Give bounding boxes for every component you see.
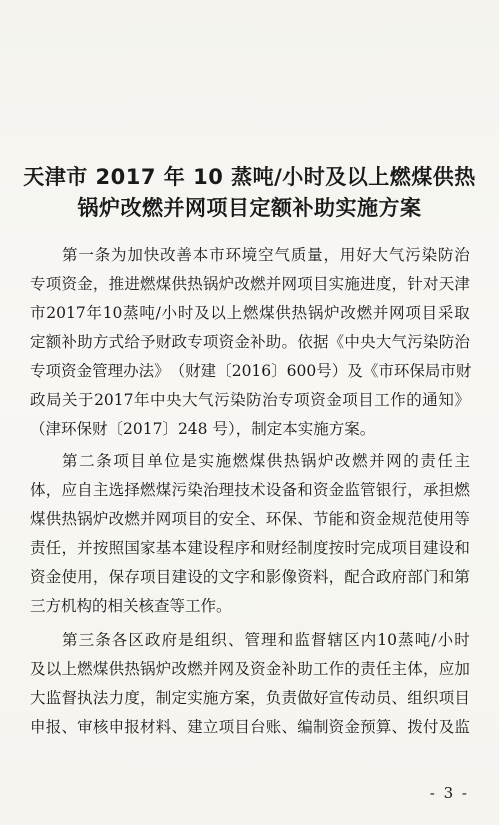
body-line: 市 2017 年 10 蒸 吨 / 小 时 及 以 上 燃 煤 供 热 锅 炉 改 燃 并 网 项 目 采 取: [30, 304, 470, 322]
body-line: 及 以 上 燃 煤 供 热 锅 炉 改 燃 并 网 及 资 金 补 助 工 作 的 责 任 主 体 ， 应 加: [30, 660, 470, 678]
body-line: 专 项 资 金 ， 推 进 燃 煤 供 热 锅 炉 改 燃 并 网 项 目 实 施 进 度 ， 针 对 天 津: [30, 275, 470, 293]
document-title-line-2: 锅炉改燃并网项目定额补助实施方案: [77, 196, 422, 220]
body-line: 三方机构的相关核查等工作。: [30, 597, 232, 615]
document-title-line-1: 天津市 2017 年 10 蒸吨/小时及以上燃煤供热: [23, 165, 476, 189]
page-number: - 3 -: [429, 784, 469, 802]
body-line: （津环保财〔2017〕248 号），制定本实施方案。: [30, 420, 376, 438]
body-line: 申 报 、 审 核 申 报 材 料 、 建 立 项 目 台 账 、 编 制 资 金 预 算 、 拨 付 及 监: [30, 718, 470, 736]
body-line: 政 局 关 于 2017 年 中 央 大 气 污 染 防 治 专 项 资 金 项 目 工 作 的 通 知 》: [30, 391, 470, 409]
body-line: 大 监 督 执 法 力 度 ， 制 定 实 施 方 案 ， 负 责 做 好 宣 传 动 员 、 组 织 项 目: [30, 689, 470, 707]
body-line: 责 任 ， 并 按 照 国 家 基 本 建 设 程 序 和 财 经 制 度 按 时 完 成 项 目 建 设 和: [30, 539, 470, 557]
body-line: 煤 供 热 锅 炉 改 燃 并 网 项 目 的 安 全 、 环 保 、 节 能 和 资 金 规 范 使 用 等: [30, 510, 470, 528]
body-line: 资 金 使 用 ， 保 存 项 目 建 设 的 文 字 和 影 像 资 料 ， 配 合 政 府 部 门 和 第: [30, 568, 470, 586]
body-line: 专 项 资 金 管 理 办 法 》 （ 财 建 〔 2016 〕 600 号 ） 及 《 市 环 保 局 市 财: [30, 362, 472, 380]
body-line: 体 ， 应 自 主 选 择 燃 煤 污 染 治 理 技 术 设 备 和 资 金 监 管 银 行 ， 承 担 燃: [30, 481, 470, 499]
body-line: 第 一 条 为 加 快 改 善 本 市 环 境 空 气 质 量 ， 用 好 大 气 污 染 防 治: [62, 246, 470, 264]
body-line: 定 额 补 助 方 式 给 予 财 政 专 项 资 金 补 助 。 依 据 《 中 央 大 气 污 染 防 治: [30, 333, 470, 351]
body-line: 第 二 条 项 目 单 位 是 实 施 燃 煤 供 热 锅 炉 改 燃 并 网 的 责 任 主: [62, 452, 470, 470]
body-line: 第 三 条 各 区 政 府 是 组 织 、 管 理 和 监 督 辖 区 内 10 蒸 吨 / 小 时: [62, 631, 470, 649]
